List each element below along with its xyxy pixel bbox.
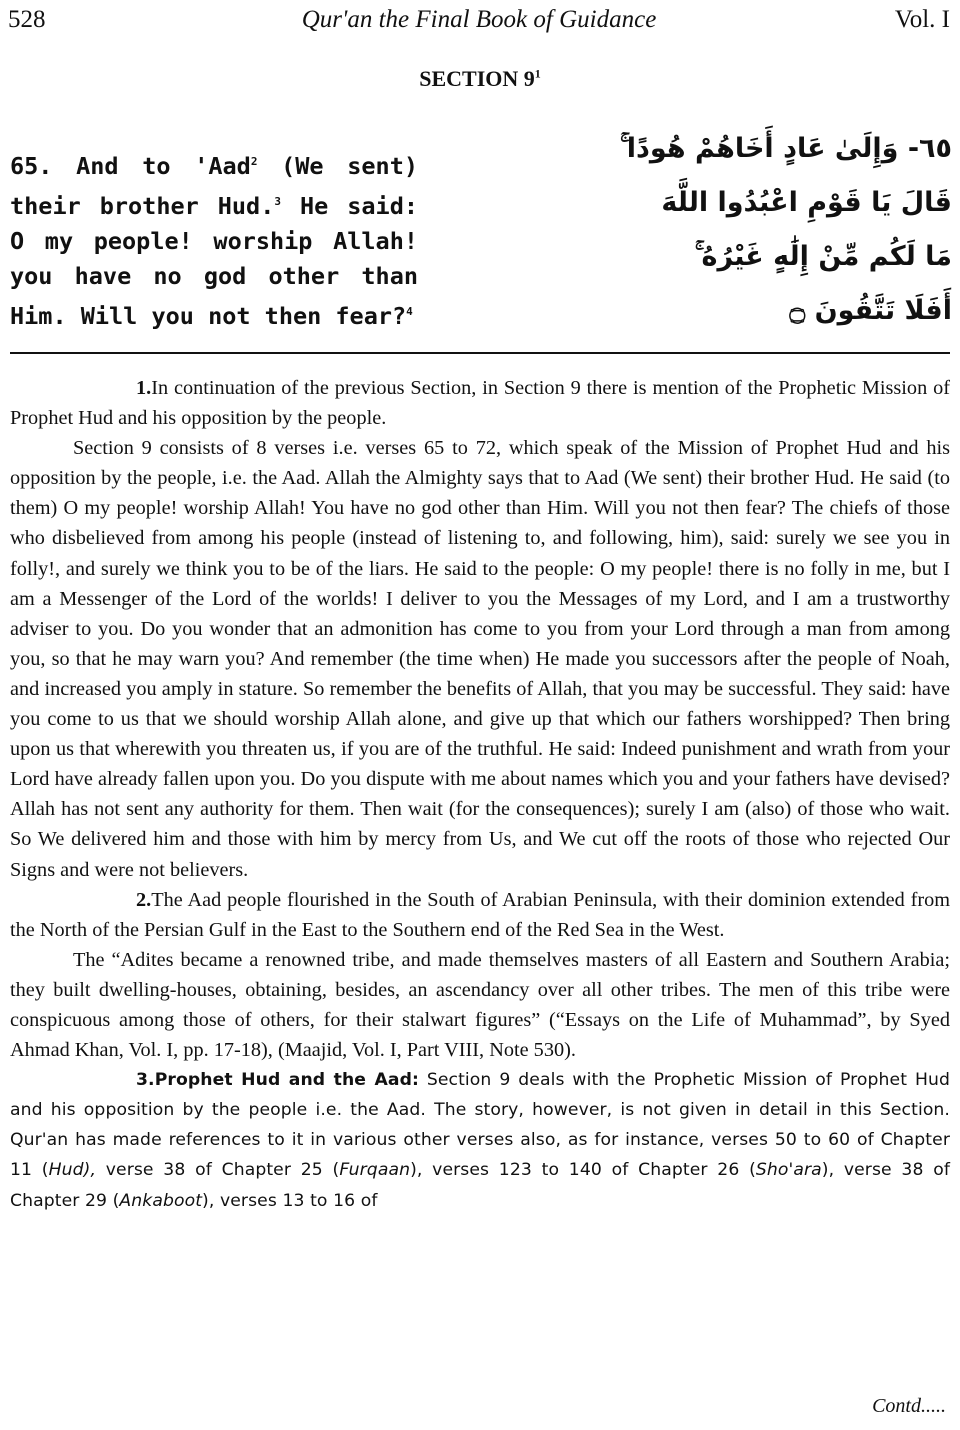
footnote-mark: 3	[274, 194, 281, 208]
note-paragraph	[10, 885, 950, 945]
arabic-line: ٦٥- وَإِلَىٰ عَادٍ أَخَاهُمْ هُودًا ۚ	[620, 133, 952, 164]
verse-arabic	[600, 122, 952, 338]
note-number: 2.	[136, 888, 152, 911]
continued-label: Contd.....	[872, 1395, 946, 1417]
page-number: 528	[8, 6, 46, 33]
verse-text: O my people! worship Allah!	[10, 226, 418, 255]
note-paragraph	[10, 945, 950, 1065]
note-text: The Aad people flourished in the South of Arabian Peninsula, with their dominion extended from the North of the Persian Gulf in the East to the Southern end of the Red Sea in the West.	[10, 888, 950, 941]
note-text: verse 38 of Chapter 25 (	[96, 1160, 340, 1181]
footnote-mark: 2	[250, 155, 258, 168]
verse-translation	[10, 144, 418, 333]
note-text: In continuation of the previous Section, in Section 9 there is mention of the Prophetic Mission of Prophet Hud and his opposition by the people.	[10, 377, 950, 430]
page-header	[8, 6, 950, 40]
note-number: 1.	[136, 377, 152, 399]
chapter-name: Hud),	[48, 1160, 97, 1181]
commentary-notes	[10, 373, 950, 1216]
verse-text: Him. Will you not then fear?	[10, 301, 407, 330]
verse-text: (We sent)	[257, 151, 418, 180]
verse-text: their brother Hud.	[10, 191, 275, 220]
verse-text: 65. And to 'Aad	[10, 151, 251, 180]
section-title: SECTION 9	[419, 66, 535, 91]
note-run-title: Prophet Hud and the Aad:	[154, 1070, 419, 1091]
note-paragraph	[10, 433, 950, 884]
footnote-mark: 1	[534, 66, 541, 81]
note-text: ), verses 123 to 140 of Chapter 26 (	[410, 1160, 756, 1181]
chapter-name: Sho'ara	[755, 1160, 822, 1181]
note-text: The “Adites became a renowned tribe, and made themselves masters of all Eastern and Southern Arabia; they built dwelling-houses, obtaining, besides, an ascendancy over all other tribes. The men of this tribe were conspicuous among those of others, for their stalwart figures” (“Essays on the Life of Muhammad”, by Syed Ahmad Khan, Vol. I, pp. 17-18), (Maajid, Vol. I, Part VIII, Note 530).	[10, 948, 950, 1062]
footnote-mark: 4	[406, 304, 413, 318]
note-text: ), verses 13 to 16 of	[202, 1190, 378, 1211]
chapter-name: Furqaan	[339, 1160, 411, 1181]
section-heading	[0, 66, 960, 92]
note-paragraph	[10, 373, 950, 433]
arabic-line: قَالَ يَا قَوْمِ اعْبُدُوا اللَّهَ	[661, 187, 952, 218]
divider	[10, 352, 950, 354]
note-text: ), verse 38 of Chapter 29 (	[10, 1160, 950, 1211]
running-title: Qur'an the Final Book of Guidance	[301, 6, 657, 33]
chapter-name: Ankaboot	[119, 1190, 203, 1211]
note-text: Section 9 consists of 8 verses i.e. verses 65 to 72, which speak of the Mission of Prophet Hud and his opposition by the people, i.e. the Aad. Allah the Almighty says that to Aad (We sent) their brother Hud. He said (to them) O my people! worship Allah! You have no god other than Him. Will you not then fear? The chiefs of those who disbelieved from among his people (instead of listening to, and following, him), said: surely we see you in folly!, and surely we think you to be of the liars. He said to the people: O my people! there is no folly in me, but I am a Messenger of the Lord of the worlds! I deliver to you the Messages of my Lord, and I am a trustworthy adviser to you. Do you wonder that an admonition has come to you from your Lord through a man from among you, so that he may warn you? And remember (the time when) He made you successors after the people of Noah, and increased you amply in stature. So remember the benefits of Allah, that you may be successful. They said: have you come to us that we should worship Allah alone, and give up that which our fathers worshipped? Then bring upon us that wherewith you threaten us, if you are of the truthful. He said: Indeed punishment and wrath from your Lord have already fallen upon you. Do you dispute with me about names which you and your fathers have devised? Allah has not sent any authority for them. Then wait (for the consequences); surely I am (also) of those who wait. So We delivered him and those with him by mercy from Us, and We cut off the roots of those who rejected Our Signs and were not believers.	[10, 437, 950, 881]
note-text: Section 9 deals with the Prophetic Mission of Prophet Hud and his opposition by the people i.e. the Aad. The story, however, is not given in detail in this Section. Qur'an has made references to it in various other verses also, as for instance, verses 50 to 60 of Chapter 11 (	[10, 1070, 950, 1181]
verse-text: you have no god other than	[10, 261, 418, 290]
note-paragraph	[10, 1065, 950, 1215]
verse-text: He said:	[280, 191, 418, 220]
note-number: 3.	[136, 1070, 155, 1091]
arabic-line: أَفَلَا تَتَّقُونَ ۝	[789, 295, 952, 326]
volume-label: Vol. I	[894, 6, 950, 33]
arabic-line: مَا لَكُم مِّنْ إِلَٰهٍ غَيْرُهُ ۚ	[694, 241, 952, 272]
